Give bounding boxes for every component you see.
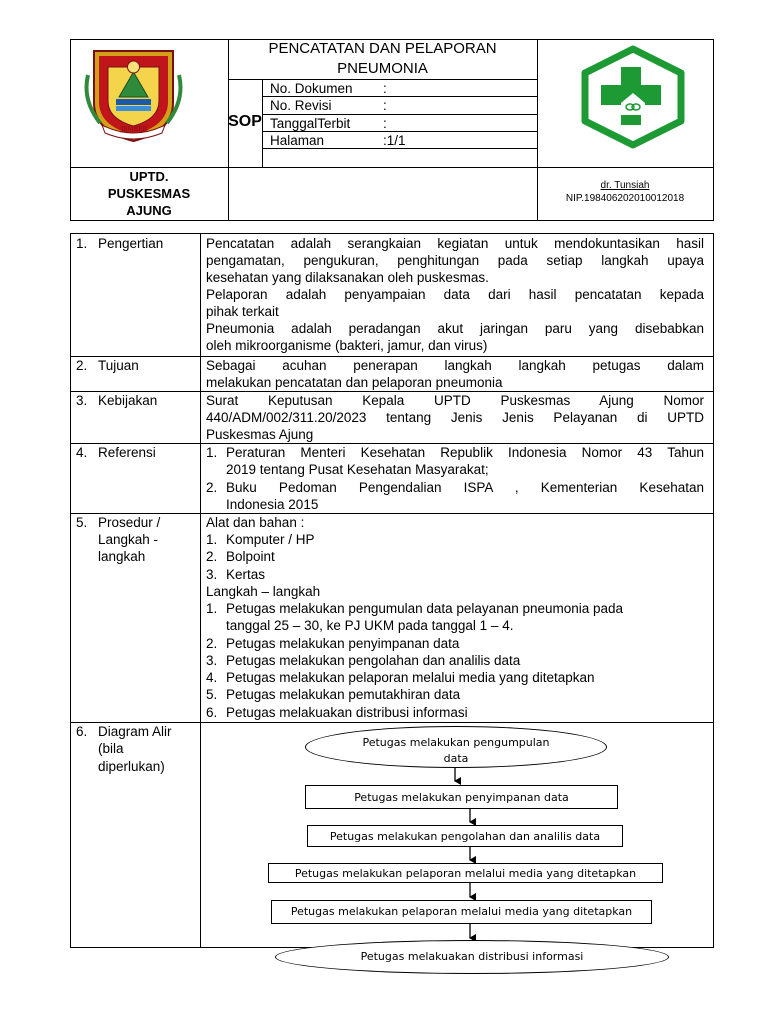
- list-number: 5.: [206, 687, 218, 702]
- text-line: 2019 tentang Pusat Kesehatan Masyarakat;: [226, 462, 489, 477]
- row-label-diagram-line1: Diagram Alir: [98, 724, 172, 739]
- text-line: Sebagai acuhan penerapan langkah langkah petugas dalam: [206, 358, 704, 373]
- row-label-referensi: Referensi: [98, 445, 156, 460]
- emblem-banner-text: JEMBER: [120, 126, 148, 133]
- text-line: Pencatatan adalah serangkaian kegiatan untuk mendokuntasikan hasil: [206, 236, 704, 251]
- text-line: Buku Pedoman Pengendalian ISPA , Kementerian Kesehatan: [226, 480, 704, 495]
- row-label-tujuan: Tujuan: [98, 358, 139, 373]
- row-label-prosedur-line1: Prosedur /: [98, 515, 161, 530]
- flow-node-text: Petugas melakukan pengumpulan: [362, 736, 550, 749]
- steps-heading: Langkah – langkah: [206, 584, 321, 599]
- list-number: 1.: [206, 445, 218, 460]
- text-line: melakukan pencatatan dan pelaporan pneumonia: [206, 375, 503, 390]
- text-line: pihak terkait: [206, 304, 279, 319]
- tool-item: Kertas: [226, 567, 266, 582]
- text-line: Indonesia 2015: [226, 497, 319, 512]
- step-item: Petugas melakukan pelaporan melalui media yang ditetapkan: [226, 670, 595, 685]
- doc-field-label: No. Dokumen: [270, 81, 353, 96]
- flow-node-end: [275, 940, 669, 974]
- flow-node-text: data: [443, 752, 469, 765]
- row-number: 1.: [76, 236, 88, 251]
- text-line: Puskesmas Ajung: [206, 427, 314, 442]
- row-label-pengertian: Pengertian: [98, 236, 164, 251]
- sop-label: SOP: [228, 113, 262, 130]
- list-number: 2.: [206, 636, 218, 651]
- flow-node-text: Petugas melakukan penyimpanan data: [354, 791, 569, 804]
- org-name-line3: AJUNG: [126, 203, 172, 218]
- sop-title-line2: PNEUMONIA: [337, 60, 428, 77]
- step-item: tanggal 25 – 30, ke PJ UKM pada tanggal 1 – 4.: [226, 618, 514, 633]
- list-number: 6.: [206, 705, 218, 720]
- flow-node-text: Petugas melakukan pelaporan melalui media yang ditetapkan: [294, 867, 637, 880]
- signer-name: dr. Tunsiah: [600, 180, 650, 191]
- doc-field-value: :: [383, 81, 387, 96]
- text-line: pengamatan, pengukuran, penghitungan pada setiap langkah upaya: [206, 253, 704, 268]
- row-number: 3.: [76, 393, 88, 408]
- flow-node-text: Petugas melakuakan distribusi informasi: [360, 950, 584, 963]
- step-item: Petugas melakukan penyimpanan data: [226, 636, 460, 651]
- flow-node-process: [268, 863, 663, 883]
- list-number: 3.: [206, 653, 218, 668]
- doc-field-value: :: [383, 116, 387, 131]
- row-label-prosedur-line2: Langkah -: [98, 532, 159, 547]
- flow-node-text: Petugas melakukan pelaporan melalui media yang ditetapkan: [290, 905, 633, 918]
- list-number: 2.: [206, 480, 218, 495]
- row-label-kebijakan: Kebijakan: [98, 393, 158, 408]
- doc-field-label: Halaman: [270, 133, 325, 148]
- tool-item: Komputer / HP: [226, 532, 315, 547]
- text-line: Surat Keputusan Kepala UPTD Puskesmas Ajung Nomor: [206, 393, 704, 408]
- step-item: Petugas melakukan pemutakhiran data: [226, 687, 461, 702]
- org-name-line1: UPTD.: [129, 169, 169, 184]
- text-line: Pelaporan adalah penyampaian data dari hasil pencatatan kepada: [206, 287, 704, 302]
- tool-item: Bolpoint: [226, 549, 275, 564]
- sop-title-line1: PENCATATAN DAN PELAPORAN: [268, 40, 497, 57]
- list-number: 1.: [206, 532, 218, 547]
- step-item: Petugas melakukan pengolahan dan analilis data: [226, 653, 521, 668]
- flow-node-process: [307, 825, 623, 847]
- list-number: 1.: [206, 601, 218, 616]
- row-number: 4.: [76, 445, 88, 460]
- doc-field-value: :: [383, 98, 387, 113]
- row-label-prosedur-line3: langkah: [98, 549, 146, 564]
- list-number: 2.: [206, 549, 218, 564]
- step-item: Petugas melakuakan distribusi informasi: [226, 705, 468, 720]
- flow-node-start: [305, 726, 607, 768]
- step-item: Petugas melakukan pengumulan data pelayanan pneumonia pada: [226, 601, 624, 616]
- doc-field-label: No. Revisi: [270, 98, 332, 113]
- text-line: kesehatan yang dilaksanakan oleh puskesmas.: [206, 270, 489, 285]
- text-line: Peraturan Menteri Kesehatan Republik Indonesia Nomor 43 Tahun: [226, 445, 704, 460]
- org-name-line2: PUSKESMAS: [107, 186, 191, 201]
- list-number: 3.: [206, 567, 218, 582]
- text-line: Pneumonia adalah peradangan akut jaringan paru yang disebabkan: [206, 321, 704, 336]
- signer-nip: NIP.198406202010012018: [565, 193, 685, 204]
- row-number: 6.: [76, 724, 88, 739]
- row-label-diagram-line2: (bila: [98, 741, 124, 756]
- row-number: 2.: [76, 358, 88, 373]
- flow-node-text: Petugas melakukan pengolahan dan analilis data: [329, 830, 601, 843]
- flow-node-process: [305, 785, 618, 809]
- text-line: 440/ADM/002/311.20/2023 tentang Jenis Jenis Pelayanan di UPTD: [206, 410, 704, 425]
- row-label-diagram-line3: diperlukan): [98, 759, 165, 774]
- row-number: 5.: [76, 515, 88, 530]
- doc-field-value: :1/1: [383, 133, 406, 148]
- doc-field-label: TanggalTerbit: [270, 116, 351, 131]
- tools-heading: Alat dan bahan :: [206, 515, 305, 530]
- text-line: oleh mikroorganisme (bakteri, jamur, dan virus): [206, 338, 488, 353]
- list-number: 4.: [206, 670, 218, 685]
- flow-node-process: [271, 900, 652, 924]
